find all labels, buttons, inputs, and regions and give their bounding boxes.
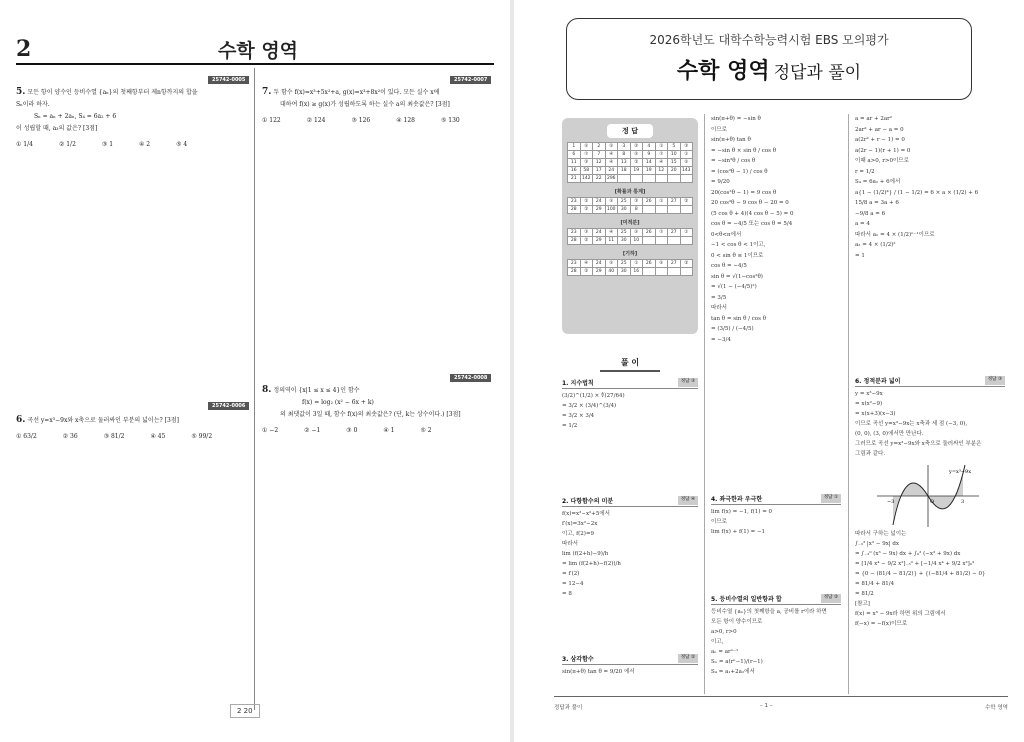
problem-code: 25742-0007 <box>450 76 491 84</box>
choice-2[interactable]: ② −1 <box>304 427 321 434</box>
choice-3[interactable]: ③ 126 <box>351 117 371 124</box>
tick-label: −3 <box>887 499 895 505</box>
solution-line: cos θ = −4/5 또는 cos θ = 5/4 <box>711 221 793 227</box>
answer-cell: ④ <box>580 260 593 268</box>
answer-cell: ② <box>580 198 593 206</box>
answer-cell: 296 <box>606 176 616 181</box>
solution-line: tan θ = sin θ / cos θ <box>711 315 767 322</box>
question-number-cell <box>643 237 656 245</box>
answer-cell: ① <box>655 143 668 151</box>
question-number-cell: 28 <box>568 268 581 276</box>
solution-line: −1 < cos θ < 1이고, <box>711 242 766 248</box>
answer-cell: 142 <box>581 176 591 181</box>
solution-line: 15/8 a = 3a + 6 <box>855 200 899 206</box>
solution-line: f(−x) = −f(x)이므로 <box>855 621 908 627</box>
answer-key-title: 정 답 <box>607 124 653 138</box>
solution-line: = 81/4 + 81/4 <box>855 581 895 587</box>
problem-code: 25742-0008 <box>450 374 491 382</box>
choice-4[interactable]: ④ 1 <box>383 427 395 434</box>
answer-cell: ② <box>580 268 593 276</box>
answer-row <box>568 167 693 175</box>
solution-line: a(2r² + r − 1) = 0 <box>855 137 905 143</box>
answer-cell: ⑦ <box>580 151 593 159</box>
question-number-cell: 26 <box>643 229 656 237</box>
solution-line: sin θ = √(1−cos²θ) <box>711 273 763 280</box>
problem-7: 7. 두 함수 f(x)=x³+5x²+a, g(x)=x³+8x²이 있다. 모든 실수 x에 대하여 f(x) ≥ g(x)가 성립하도록 하는 실수 a의 최솟값은? [3점] ① 122 ② 124 ③ 126 ④ 128 ⑤ 130 <box>262 86 502 127</box>
question-number-cell: 27 <box>668 260 681 268</box>
question-number-cell: 8 <box>618 151 631 159</box>
problem-5: 5. 모든 항이 양수인 등비수열 {aₙ}의 첫째항부터 제n항까지의 합을 Sₙ이라 하자. Sₙ = aₙ + 2aₙ, S₄ = 6a₂ + 6 이 성립할 때, a₃의 값은? [3점] ① 1/4 ② 1/2 ③ 1 ④ 2 ⑤ 4 <box>16 86 248 151</box>
answer-cell: ⑤ <box>630 229 643 237</box>
choice-2[interactable]: ② 124 <box>306 117 326 124</box>
solution-line: ∫₋₃³ |x³ − 9x| dx <box>855 541 900 547</box>
question-number-cell: 27 <box>668 198 681 206</box>
choice-5[interactable]: ⑤ 130 <box>441 117 460 124</box>
answer-cell: 24 <box>605 167 618 175</box>
solution-line: (5 cos θ + 4)(4 cos θ − 5) = 0 <box>711 210 794 217</box>
solution-line: f(x) = x³ − 9x라 하면 위의 그림에서 <box>855 611 946 617</box>
answer-row <box>568 206 693 214</box>
solution-line: = 81/2 <box>855 591 874 597</box>
answer-cell: ③ <box>580 159 593 167</box>
question-number-cell: 30 <box>618 206 631 214</box>
section-title: [확률과 통계] <box>614 189 646 195</box>
solution-line: 따라서 aₙ = 4 × (1/2)ⁿ⁻¹이므로 <box>855 231 935 238</box>
question-number-cell: 19 <box>643 167 656 175</box>
right-page <box>514 0 1024 742</box>
answer-cell: 100 <box>606 207 616 212</box>
answer-row <box>568 260 693 268</box>
solution-line: sin(π+θ) = −sin θ <box>711 116 761 122</box>
stats-answer-grid <box>567 197 693 214</box>
answer-cell <box>680 206 693 214</box>
solution-line: = {0 − (81/4 − 81/2)} + {(−81/4 + 81/2) − 0} <box>855 571 986 577</box>
answer-cell: ③ <box>680 143 693 151</box>
choice-3[interactable]: ③ 81/2 <box>103 433 125 440</box>
question-number-cell: 5 <box>668 143 681 151</box>
solution-line: = (3/5) / (−4/5) <box>711 326 754 332</box>
choice-5[interactable]: ⑤ 99/2 <box>191 433 213 440</box>
column-divider <box>254 68 255 710</box>
subject-title: 수학 영역 <box>218 40 299 62</box>
answer-cell: ⑤ <box>655 260 668 268</box>
question-number-cell: 17 <box>593 167 606 175</box>
answer-title: 수학 영역 정답과 풀이 <box>676 59 862 84</box>
answer-cell <box>680 268 693 276</box>
problem-code: 25742-0006 <box>208 402 249 410</box>
question-number-cell: 25 <box>618 198 631 206</box>
solution-line: 0<θ<π에서 <box>711 231 742 238</box>
answer-cell: ⑤ <box>605 143 618 151</box>
page-number: 2 <box>16 36 32 62</box>
calculus-answer-grid <box>567 228 693 245</box>
answer-cell <box>655 237 668 245</box>
choice-1[interactable]: ① 1/4 <box>16 141 33 148</box>
answer-cell: 10 <box>630 237 643 245</box>
choice-3[interactable]: ③ 0 <box>346 427 358 434</box>
question-number-cell <box>643 206 656 214</box>
question-number-cell: 28 <box>568 237 581 245</box>
footer-rule <box>554 696 1008 697</box>
solution-3: 3. 삼각함수 정답 ② sin(π+θ) tan θ = 9/20 에서 <box>562 654 698 677</box>
solution-line: cos θ = −4/5 <box>711 263 747 269</box>
question-number-cell: 26 <box>643 260 656 268</box>
solution-line: = −3/4 <box>711 336 731 343</box>
answer-row <box>568 143 693 151</box>
choice-1[interactable]: ① 63/2 <box>16 433 37 440</box>
solution-line: 이므로 <box>711 126 727 133</box>
answer-cell: 16 <box>630 268 643 276</box>
solution-line: = −sin²θ / cos θ <box>711 158 756 164</box>
question-number-cell: 7 <box>593 151 606 159</box>
question-number-cell: 11 <box>568 159 581 167</box>
answer-cell: ⑤ <box>580 143 593 151</box>
solution-line: 따라서 <box>711 305 727 311</box>
solution-column-2 <box>704 114 844 694</box>
question-number-cell: 29 <box>593 206 606 214</box>
question-number-cell: 29 <box>593 237 606 245</box>
solution-line: 2ar² + ar − a = 0 <box>855 126 904 133</box>
answer-row <box>568 229 693 237</box>
solution-2: 2. 다항함수의 미분 정답 ④ f(x)=x³−x²+5에서 f′(x)=3x²−2x 이고, f(2)=9 따라서 lim (f(2+h)−9)/h = lim (f(2+h)−f(2))/h = f′(2) = 12−4 = 8 <box>562 496 698 599</box>
answer-row <box>568 175 693 183</box>
choice-3[interactable]: ③ 1 <box>101 141 114 148</box>
question-number-cell: 1 <box>568 143 581 151</box>
solution-label: 풀 이 <box>600 357 660 372</box>
question-number-cell: 30 <box>618 237 631 245</box>
answer-cell: ⑤ <box>605 198 618 206</box>
question-number-cell <box>668 206 681 214</box>
section-title: [미적분] <box>620 220 640 226</box>
answer-cell: ① <box>655 198 668 206</box>
cubic-graph <box>873 463 983 529</box>
page-indicator: 2 20 <box>230 704 260 718</box>
question-number-cell <box>668 237 681 245</box>
solution-4: 4. 좌극한과 우극한 정답 ① lim f(x) = −1, f(1) = 0 이므로 lim f(x) + f(1) = −1 <box>711 494 841 537</box>
answer-cell: ① <box>630 260 643 268</box>
solution-line: −9/8 a = 6 <box>855 210 886 217</box>
answer-cell: 19 <box>630 167 643 175</box>
solution-line: = 1 <box>855 252 865 259</box>
answer-cell: ⑦ <box>655 229 668 237</box>
question-number-cell: 23 <box>568 198 581 206</box>
answer-cell: ② <box>680 260 693 268</box>
solution-line: = ∫₋₃⁰ (x³ − 9x) dx + ∫₀³ (−x³ + 9x) dx <box>855 551 961 557</box>
question-number-cell <box>668 268 681 276</box>
question-number-cell: 13 <box>618 159 631 167</box>
question-number-cell: 3 <box>618 143 631 151</box>
title-box <box>566 18 972 100</box>
footer-left: 정답과 풀이 <box>554 705 583 711</box>
answer-cell: ④ <box>655 159 668 167</box>
answer-cell: ⑤ <box>680 159 693 167</box>
solution-line: r = 1/2 <box>855 168 875 175</box>
answer-cell <box>680 175 693 183</box>
question-number-cell: 16 <box>568 167 581 175</box>
answer-cell: ④ <box>605 229 618 237</box>
choice-1[interactable]: ① 122 <box>262 117 281 124</box>
answer-row <box>568 268 693 276</box>
answer-cell: 58 <box>580 167 593 175</box>
question-number-cell: 25 <box>618 229 631 237</box>
problem-6: 6. 곡선 y=x³−9x와 x축으로 둘러싸인 부분의 넓이는? [3점] ① 63/2 ② 36 ③ 81/2 ④ 45 ⑤ 99/2 <box>16 414 248 443</box>
answer-cell <box>655 175 668 183</box>
question-number-cell: 30 <box>618 268 631 276</box>
solution-line: = √(1 − (−4/5)²) <box>711 284 757 290</box>
solution-6: 6. 정적분과 넓이 정답 ③ y = x³−9x = x(x²−9) = x(x+3)(x−3) 이므로 곡선 y=x³−9x는 x축과 세 점 (−3, 0), (0, 0), (3, 0)에서만 만난다. 그러므로 곡선 y=x³−9x와 x축으로 둘러싸인 부분은 그림과 같다. y=x³−9x −3 O 3 따라서 구하는 넓이는 ∫₋₃³ |x³ − 9x| dx = ∫₋₃⁰ (x³ − 9x) dx + ∫₀³ (−x³ + 9x) dx = [1/4 x⁴ − 9/2 x²]₋₃⁰ + [−1/4 x⁴ + 9/2 x²]₀³ = {0 − (81/4 − 81/2)} + {(−81/4 + 81/2) − 0} = 81/4 + 81/4 = 81/2 [참고] f(x) = x³ − 9x라 하면 위의 그림에서 f(−x) = −f(x)이므로 <box>855 376 1005 629</box>
question-number-cell <box>668 175 681 183</box>
choice-4[interactable]: ④ 2 <box>139 141 151 148</box>
solution-line: 20(cos²θ − 1) = 9 cos θ <box>711 189 777 196</box>
common-answer-grid <box>567 142 693 183</box>
solution-line: a = ar + 2ar² <box>855 116 893 122</box>
solution-line: a(2r − 1)(r + 1) = 0 <box>855 147 911 154</box>
answer-cell: ② <box>580 237 593 245</box>
question-number-cell: 20 <box>668 167 681 175</box>
solution-line: a₃ = 4 × (1/2)² <box>855 242 896 248</box>
choice-5[interactable]: ⑤ 4 <box>176 141 188 148</box>
origin-label: O <box>930 499 935 505</box>
question-number-cell: 10 <box>668 151 681 159</box>
problem-code: 25742-0005 <box>208 76 249 84</box>
question-number-cell: 23 <box>568 260 581 268</box>
answer-cell: ④ <box>605 151 618 159</box>
solution-line: a = 4 <box>855 221 870 227</box>
question-number-cell: 28 <box>568 206 581 214</box>
question-number-cell: 2 <box>593 143 606 151</box>
answer-cell: ⑦ <box>655 151 668 159</box>
curve-label: y=x³−9x <box>949 469 972 475</box>
solution-5: 5. 등비수열의 일반항과 합 정답 ② 등비수열 {aₙ}의 첫째항을 a, 공비를 r이라 하면 모든 항이 양수이므로 a>0, r>0 이고, aₙ = arⁿ⁻¹ Sₙ = a(rⁿ−1)/(r−1) S₄ = a₁+2a₂에서 <box>711 594 841 677</box>
answer-row <box>568 237 693 245</box>
question-number-cell: 22 <box>593 175 606 183</box>
solution-line: 20 cos²θ − 9 cos θ − 20 = 0 <box>711 200 789 206</box>
answer-cell: 143 <box>681 168 691 173</box>
answer-cell <box>630 175 643 183</box>
answer-cell: 40 <box>605 268 618 276</box>
answer-cell: 11 <box>605 237 618 245</box>
question-number-cell: 4 <box>643 143 656 151</box>
question-number-cell: 21 <box>568 175 581 183</box>
exam-name: 2026학년도 대학수학능력시험 EBS 모의평가 <box>649 33 889 47</box>
solution-line: sin(π+θ) tan θ <box>711 137 751 143</box>
choice-1[interactable]: ① −2 <box>262 427 279 434</box>
answer-row <box>568 159 693 167</box>
question-number-cell: 27 <box>668 229 681 237</box>
solution-1: 1. 지수법칙 정답 ③ (3/2)^(1/2) × ∜(27/64) = 3/2 × (3/4)^(3/4) = 3/2 × 3/4 = 1/2 <box>562 378 698 431</box>
solution-line: = [1/4 x⁴ − 9/2 x²]₋₃⁰ + [−1/4 x⁴ + 9/2 x²]₀³ <box>855 561 975 567</box>
question-number-cell: 9 <box>643 151 656 159</box>
question-number-cell: 25 <box>618 260 631 268</box>
question-number-cell <box>643 268 656 276</box>
answer-cell: 8 <box>630 206 643 214</box>
answer-row <box>568 151 693 159</box>
question-number-cell <box>643 175 656 183</box>
answer-cell: ② <box>680 198 693 206</box>
choice-2[interactable]: ② 36 <box>62 433 78 440</box>
question-number-cell: 24 <box>593 198 606 206</box>
answer-cell: ⑤ <box>630 151 643 159</box>
solution-line: = −sin θ × sin θ / cos θ <box>711 147 777 154</box>
answer-row <box>568 198 693 206</box>
geometry-answer-grid <box>567 259 693 276</box>
tick-label: 3 <box>961 499 965 505</box>
question-number-cell: 26 <box>643 198 656 206</box>
answer-cell: ② <box>580 206 593 214</box>
choice-2[interactable]: ② 1/2 <box>58 141 76 148</box>
answer-cell <box>655 206 668 214</box>
question-number-cell: 24 <box>593 260 606 268</box>
question-number-cell: 14 <box>643 159 656 167</box>
answer-cell: 12 <box>655 167 668 175</box>
header-rule <box>16 63 494 65</box>
answer-key <box>562 118 698 334</box>
question-number-cell: 24 <box>593 229 606 237</box>
footer-page-number: – 1 – <box>760 703 773 709</box>
answer-cell: ③ <box>630 198 643 206</box>
choice-4[interactable]: ④ 45 <box>150 433 166 440</box>
question-number-cell: 23 <box>568 229 581 237</box>
solution-line: 이때 a>0, r>0이므로 <box>855 158 909 164</box>
left-page <box>0 0 510 742</box>
answer-cell: ③ <box>580 229 593 237</box>
question-number-cell <box>618 175 631 183</box>
problem-8: 8. 정의역이 {x|1 ≤ x ≤ 4}인 함수 f(x) = log₂ (x² − 6x + k) 의 최댓값이 3일 때, 함수 f(x)의 최솟값은? (단, k는 상수이다.) [3점] ① −2 ② −1 ③ 0 ④ 1 ⑤ 2 <box>262 384 502 437</box>
solution-line: 0 < sin θ ≤ 1이므로 <box>711 252 764 259</box>
solution-line: 따라서 구하는 넓이는 <box>855 531 907 537</box>
answer-cell: ④ <box>605 159 618 167</box>
question-number-cell: 29 <box>593 268 606 276</box>
question-number-cell: 18 <box>618 167 631 175</box>
solution-line: = 3/5 <box>711 294 727 301</box>
choice-4[interactable]: ④ 128 <box>396 117 415 124</box>
answer-cell: ② <box>630 143 643 151</box>
answer-cell <box>655 268 668 276</box>
solution-line: = 9/20 <box>711 179 730 185</box>
question-number-cell: 12 <box>593 159 606 167</box>
section-title: [기하] <box>622 251 638 257</box>
answer-cell: ⑤ <box>605 260 618 268</box>
solution-line: a{1 − (1/2)⁴} / (1 − 1/2) = 6 × a × (1/2) + 6 <box>855 189 979 196</box>
solution-line: = (cos²θ − 1) / cos θ <box>711 168 768 175</box>
question-number-cell: 15 <box>668 159 681 167</box>
solution-column-3 <box>848 114 1008 694</box>
solution-line: S₄ = 6a₂ + 6에서 <box>855 179 901 185</box>
footer-right: 수학 영역 <box>984 705 1008 711</box>
answer-cell <box>680 237 693 245</box>
answer-cell: ① <box>680 229 693 237</box>
choice-5[interactable]: ⑤ 2 <box>420 427 432 434</box>
solution-line: [참고] <box>855 601 870 607</box>
answer-cell: ② <box>630 159 643 167</box>
question-number-cell: 6 <box>568 151 581 159</box>
answer-cell: ① <box>680 151 693 159</box>
